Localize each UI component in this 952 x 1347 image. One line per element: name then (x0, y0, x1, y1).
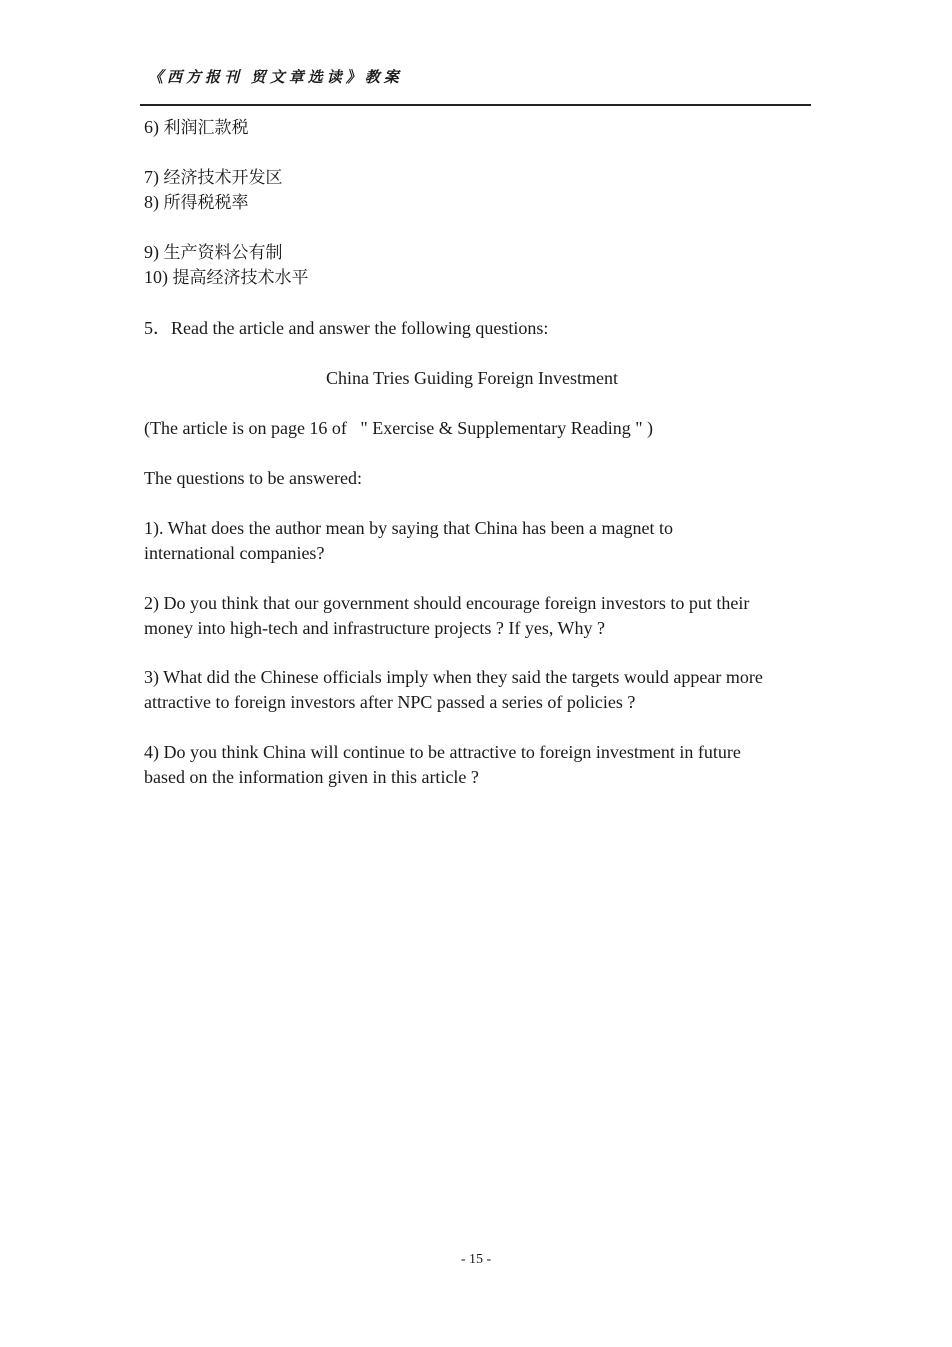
vocab-item-text: 利润汇款税 (163, 118, 249, 138)
vocab-item (144, 240, 283, 266)
vocab-item (144, 265, 309, 291)
vocab-item (144, 190, 249, 216)
exercise-instruction: 5．Read the article and answer the following questions: (144, 318, 549, 338)
vocab-item-text: 生产资料公有制 (163, 243, 283, 263)
vocab-item (144, 115, 249, 141)
question-line: 1). What does the author mean by saying that China has been a magnet to (144, 518, 674, 538)
vocab-item-number: 7) (144, 167, 159, 187)
question-line: money into high-tech and infrastructure projects ? If yes, Why ? (144, 618, 606, 638)
questions-intro: The questions to be answered: (144, 468, 362, 488)
question-line: 2) Do you think that our government should encourage foreign investors to put their (144, 593, 750, 613)
question-line: based on the information given in this article ? (144, 767, 479, 787)
source-note: (The article is on page 16 of " Exercise & Supplementary Reading " ) (144, 418, 654, 438)
question-line: 3) What did the Chinese officials imply when they said the targets would appear more (144, 667, 763, 687)
vocab-item-text: 经济技术开发区 (163, 168, 283, 188)
header-title: 《西方报刊 贸文章选读》教案 (148, 70, 403, 86)
question-line: 4) Do you think China will continue to be attractive to foreign investment in future (144, 742, 741, 762)
question-line: attractive to foreign investors after NPC passed a series of policies ? (144, 692, 636, 712)
vocab-item-text: 提高经济技术水平 (172, 268, 309, 288)
vocab-item-text: 所得税税率 (163, 193, 249, 213)
vocab-item-number: 10) (144, 267, 168, 287)
vocab-item-number: 6) (144, 117, 159, 137)
header-divider (140, 104, 811, 106)
article-title: China Tries Guiding Foreign Investment (326, 368, 618, 388)
vocab-item-number: 9) (144, 242, 159, 262)
vocab-item (144, 165, 283, 191)
question-line: international companies? (144, 543, 325, 563)
vocab-item-number: 8) (144, 192, 159, 212)
page-number: - 15 - (460, 1252, 492, 1267)
